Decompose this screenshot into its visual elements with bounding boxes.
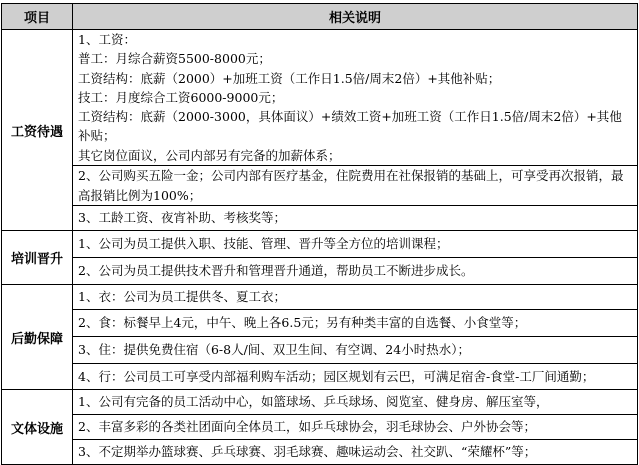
text-line: 工资结构：底薪（2000-3000，具体面议）+绩效工资+加班工资（工作日1.5倍/周末2倍）+其他补贴； [78, 109, 622, 144]
table-row [2, 415, 638, 440]
recreation-item-2: 2、丰富多彩的各类社团面向全体员工，如乒乓球协会，羽毛球协会、户外协会等； [73, 415, 638, 440]
table-header-row [2, 4, 638, 30]
table-row [2, 390, 638, 415]
table-row [2, 337, 638, 364]
table-row [2, 285, 638, 310]
table-row [2, 310, 638, 337]
header-description: 相关说明 [73, 4, 638, 30]
category-training: 培训晋升 [2, 231, 73, 285]
logistics-item-1: 1、衣：公司为员工提供冬、夏工衣； [73, 285, 638, 310]
header-item: 项目 [2, 4, 73, 30]
category-recreation: 文体设施 [2, 390, 73, 465]
text-line: 普工：月综合薪资5500-8000元； [78, 51, 271, 67]
text-line: 工资结构：底薪（2000）+加班工资（工作日1.5倍/周末2倍）+其他补贴； [78, 70, 501, 86]
salary-item-3: 3、工龄工资、夜宵补助、考核奖等； [73, 206, 638, 231]
text-line: 技工：月度综合工资6000-9000元； [78, 89, 284, 105]
table-row [2, 30, 638, 166]
logistics-item-2: 2、食：标餐早上4元，中午、晚上各6.5元；另有种类丰富的自选餐、小食堂等； [73, 310, 638, 337]
recreation-item-1: 1、公司有完备的员工活动中心，如篮球场、乒乓球场、阅览室、健身房、解压室等， [73, 390, 638, 415]
salary-item-1 [73, 30, 638, 166]
salary-item-2: 2、公司购买五险一金；公司内部有医疗基金，住院费用在社保报销的基础上，可享受再次报销，最高报销比例为100%； [73, 166, 638, 206]
training-item-1: 1、公司为员工提供入职、技能、管理、晋升等全方位的培训课程； [73, 231, 638, 258]
table-row [2, 364, 638, 390]
category-logistics: 后勤保障 [2, 285, 73, 390]
category-salary: 工资待遇 [2, 30, 73, 231]
logistics-item-3: 3、住：提供免费住宿（6-8人/间、双卫生间、有空调、24小时热水）； [73, 337, 638, 364]
table-row [2, 166, 638, 206]
table-row [2, 440, 638, 465]
training-item-2: 2、公司为员工提供技术晋升和管理晋升通道，帮助员工不断进步成长。 [73, 258, 638, 285]
table-row [2, 231, 638, 258]
logistics-item-4: 4、行：公司员工可享受内部福利购车活动；园区规划有云巴，可满足宿舍-食堂-工厂间通勤； [73, 364, 638, 390]
text-line: 其它岗位面议，公司内部另有完备的加薪体系； [78, 147, 341, 163]
recreation-item-3: 3、不定期举办篮球赛、乒乓球赛、羽毛球赛、趣味运动会、社交趴、“荣耀杯”等； [73, 440, 638, 465]
benefits-table [1, 3, 638, 465]
text-line: 1、工资： [78, 32, 136, 47]
table-row [2, 206, 638, 231]
table-row [2, 258, 638, 285]
